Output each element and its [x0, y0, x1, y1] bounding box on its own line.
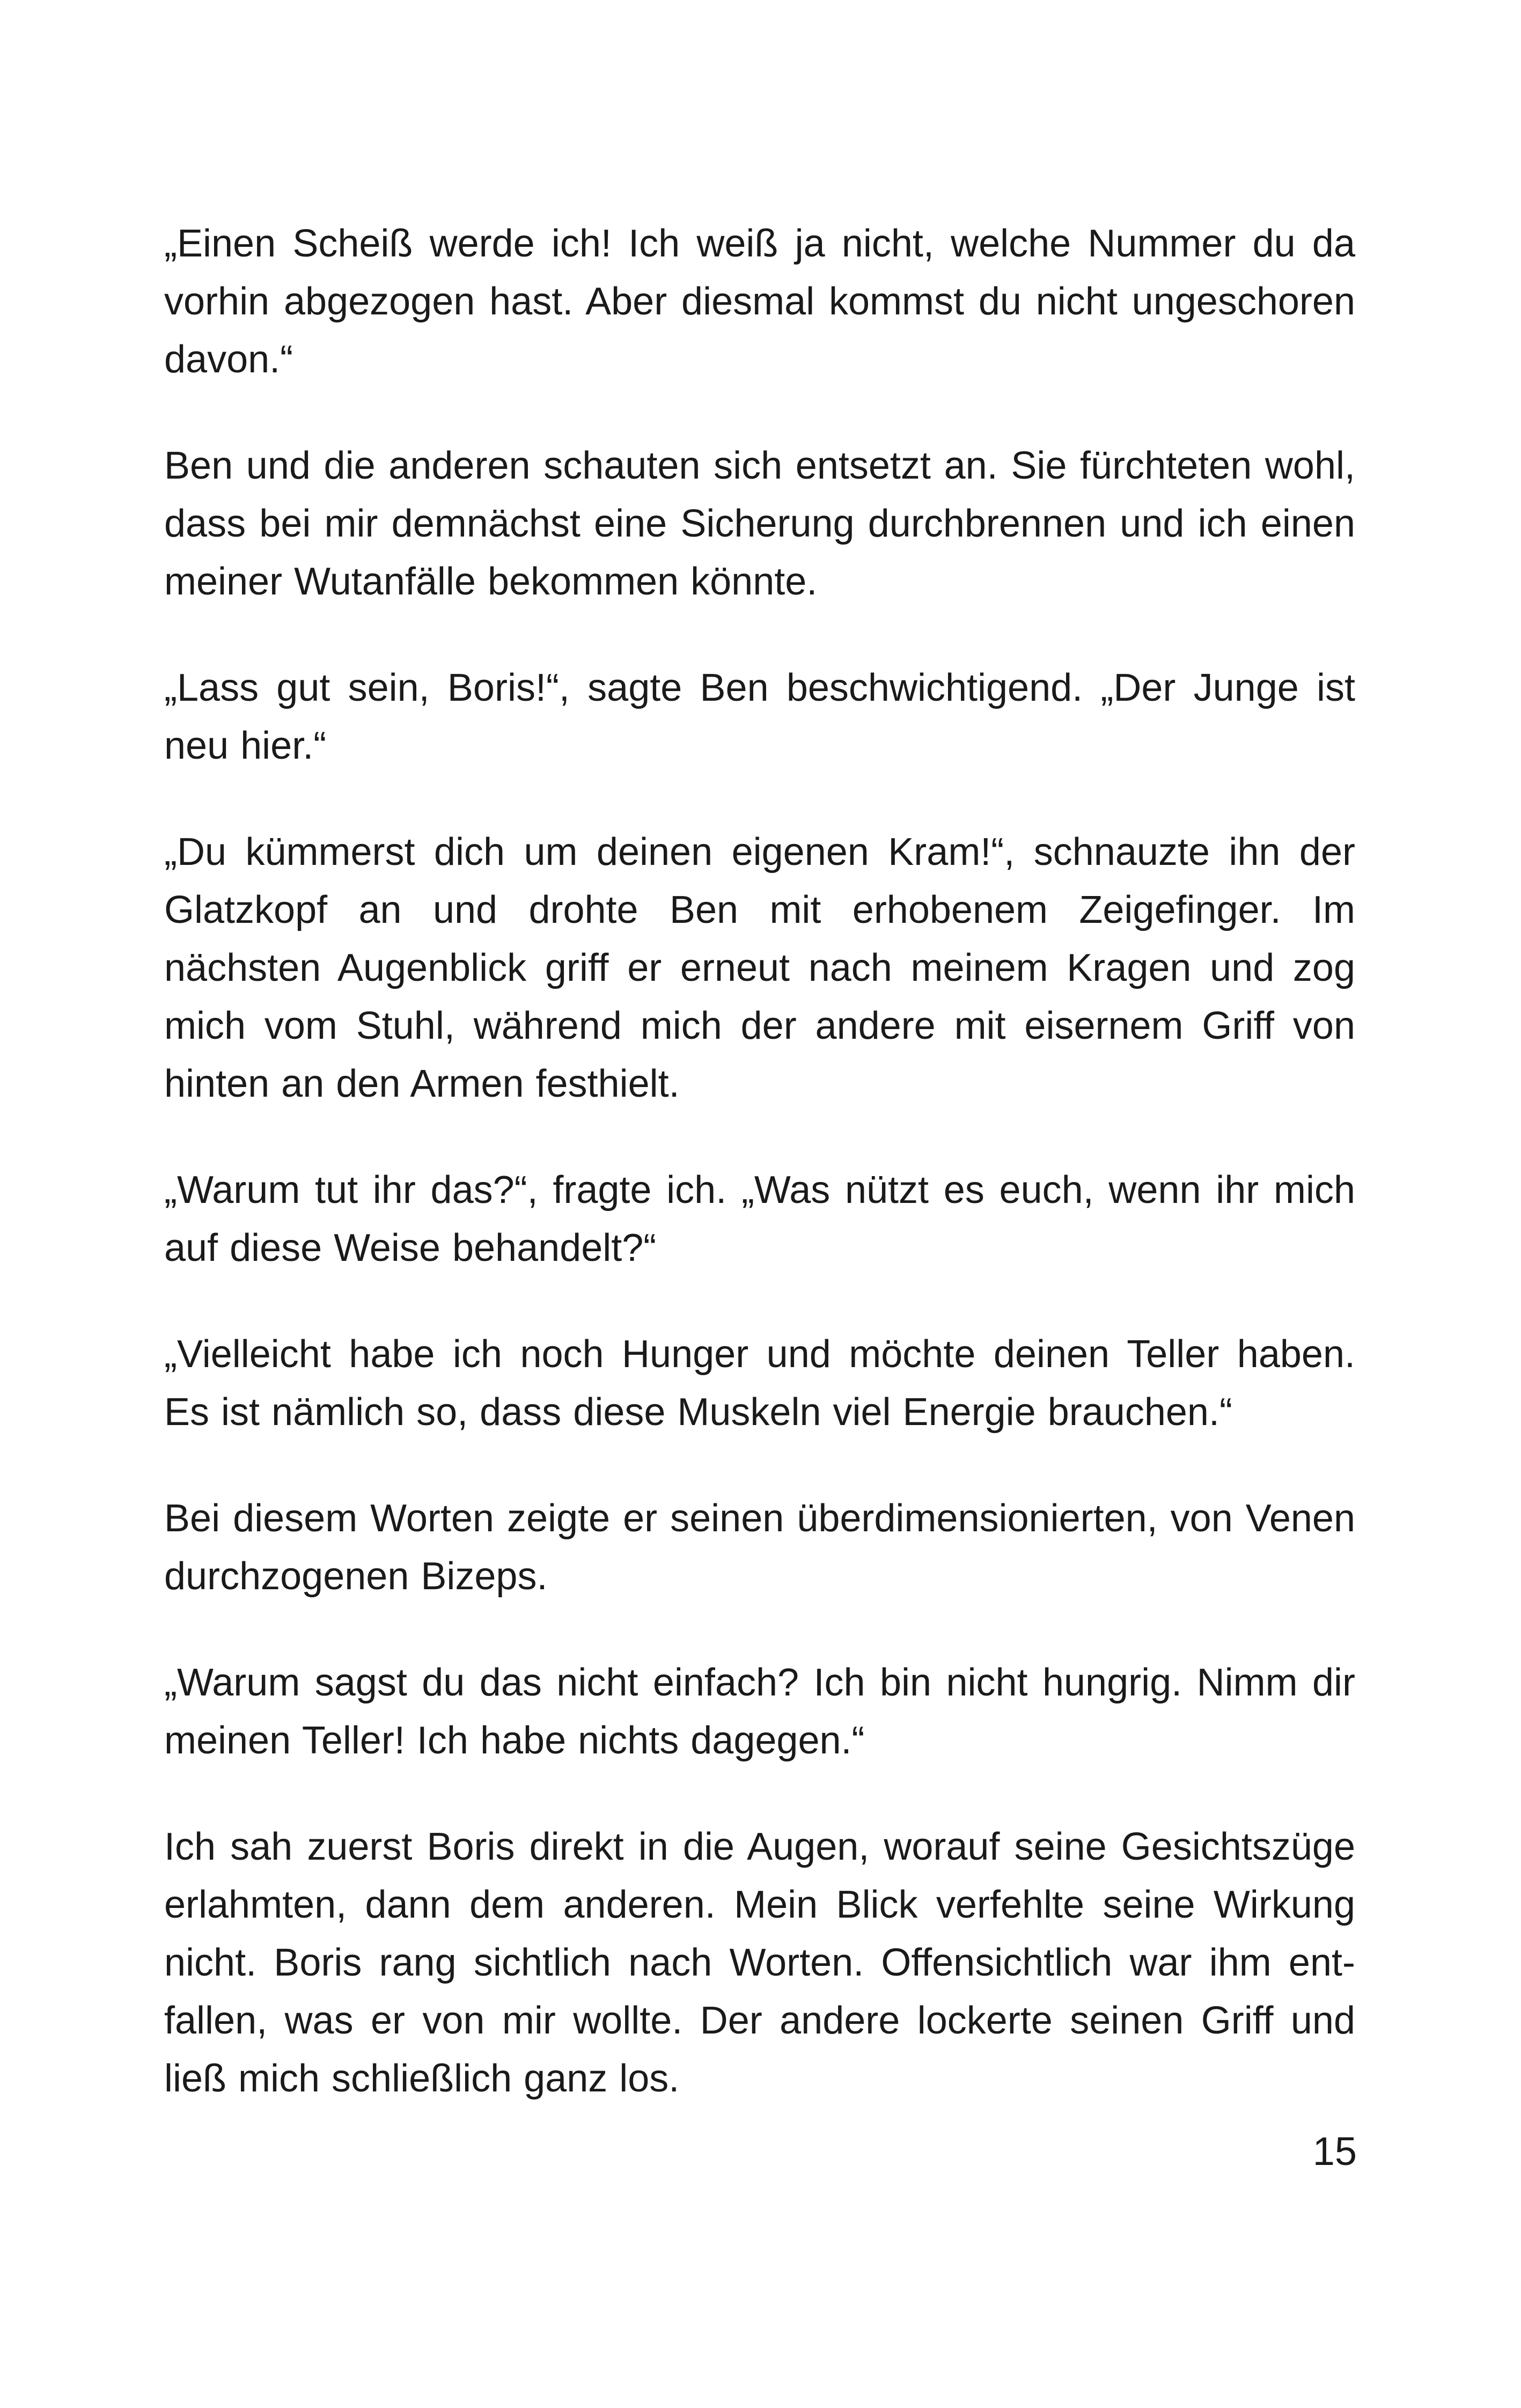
paragraph-9: Ich sah zuerst Boris direkt in die Augen, worauf seine Gesichtszüge erlahmten, dann dem anderen. Mein Blick verfehlte seine Wirkung nicht. Boris rang sichtlich nach Worten. Offensichtlich war ihm entfallen, was er von mir wollte. Der andere lockerte seinen Griff und ließ mich schließlich ganz los.: [164, 1825, 1355, 2100]
body-text: [164, 215, 1355, 2156]
paragraph-3: „Lass gut sein, Boris!“, sagte Ben beschwichtigend. „Der Junge ist neu hier.“: [164, 666, 1355, 767]
paragraph-7: Bei diesem Worten zeigte er seinen überdimensionierten, von Venen durchzogenen Bizeps.: [164, 1497, 1355, 1598]
paragraph-6: „Vielleicht habe ich noch Hunger und möchte deinen Teller haben. Es ist nämlich so, dass diese Muskeln viel Energie brauchen.“: [164, 1333, 1355, 1434]
paragraph-2: Ben und die anderen schauten sich entsetzt an. Sie fürchteten wohl, dass bei mir demnächst eine Sicherung durchbrennen und ich einen meiner Wutanfälle bekommen könnte.: [164, 444, 1355, 603]
paragraph-8: „Warum sagst du das nicht einfach? Ich bin nicht hungrig. Nimm dir meinen Teller! Ich habe nichts dagegen.“: [164, 1661, 1355, 1762]
paragraph-1: „Einen Scheiß werde ich! Ich weiß ja nicht, welche Nummer du da vorhin abgezogen hast. Aber diesmal kommst du nicht ungeschoren davon.“: [164, 222, 1355, 381]
paragraph-5: „Warum tut ihr das?“, fragte ich. „Was nützt es euch, wenn ihr mich auf diese Weise behandelt?“: [164, 1169, 1355, 1269]
page-number: 15: [1312, 2129, 1357, 2174]
paragraph-4: „Du kümmerst dich um deinen eigenen Kram!“, schnauzte ihn der Glatzkopf an und drohte Ben mit erhobenem Zeigefinger. Im nächsten Augenblick griff er erneut nach meinem Kragen und zog mich vom Stuhl, während mich der andere mit eisernem Griff von hinten an den Armen festhielt.: [164, 831, 1355, 1105]
